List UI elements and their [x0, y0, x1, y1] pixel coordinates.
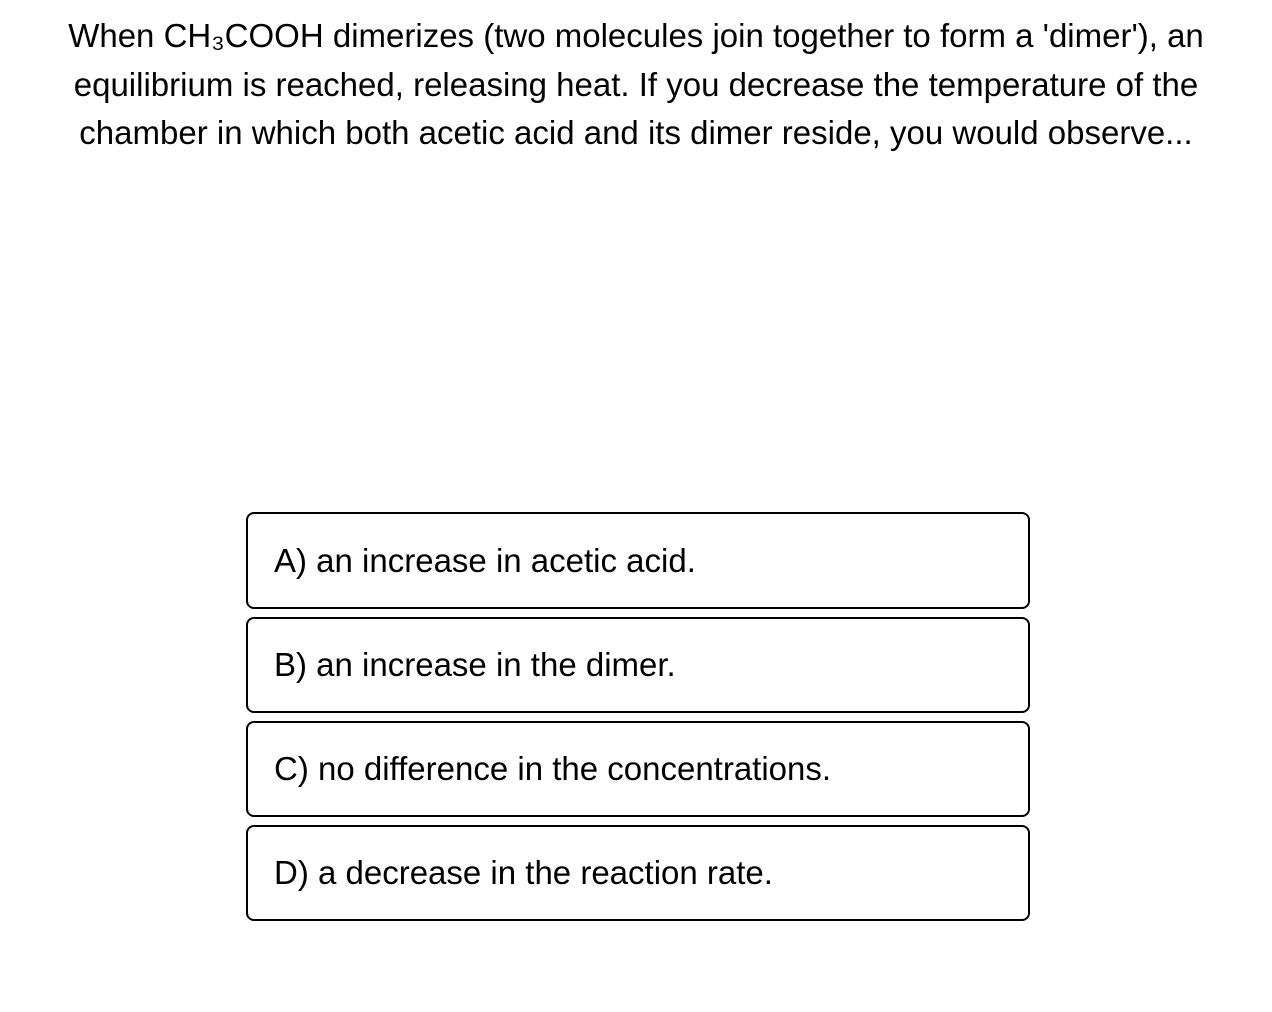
answer-options — [246, 512, 1030, 929]
option-d-button[interactable]: D) a decrease in the reaction rate. — [246, 825, 1030, 921]
option-b-button[interactable]: B) an increase in the dimer. — [246, 617, 1030, 713]
option-a-button[interactable]: A) an increase in acetic acid. — [246, 512, 1030, 609]
option-c-button[interactable]: C) no difference in the concentrations. — [246, 721, 1030, 817]
question-text: When CH₃COOH dimerizes (two molecules join together to form a 'dimer'), an equilibrium is reached, releasing heat. If you decrease the temperature of the chamber in which both acetic acid and its dimer reside, you would observe... — [68, 17, 1204, 151]
